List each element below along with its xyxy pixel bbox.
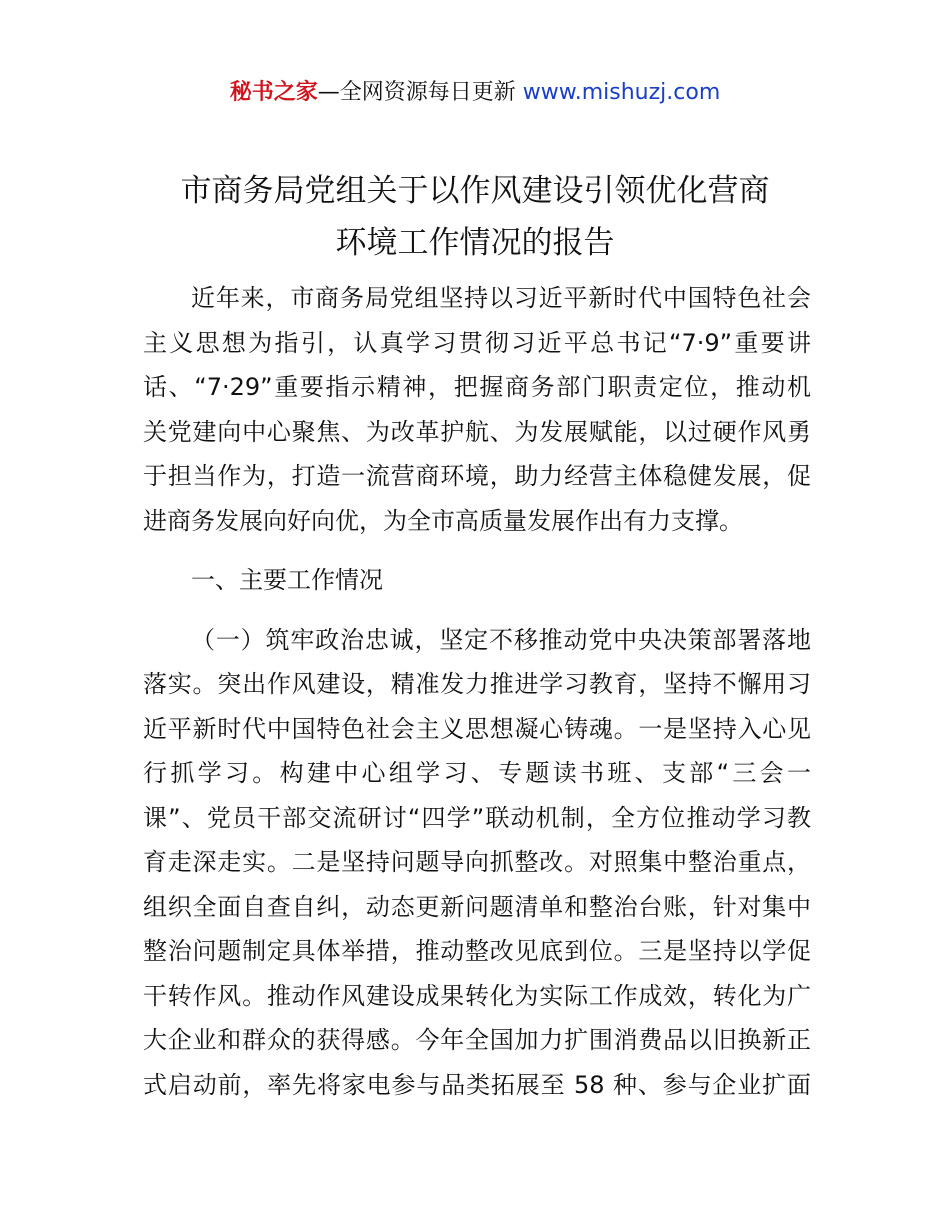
- text-line: 整治问题制定具体举措，推动整改见底到位。三是坚持以学促: [143, 937, 811, 965]
- text-line: 行抓学习。构建中心组学习、专题读书班、支部“三会一: [143, 759, 811, 787]
- text-line: 育走深走实。二是坚持问题导向抓整改。对照集中整治重点，: [143, 848, 811, 876]
- paragraph-intro: [143, 276, 811, 543]
- text-line: 近平新时代中国特色社会主义思想凝心铸魂。一是坚持入心见: [143, 714, 811, 743]
- title-line-2: 环境工作情况的报告: [335, 225, 615, 261]
- text-line: 课”、党员干部交流研讨“四学”联动机制，全方位推动学习教: [143, 803, 811, 832]
- text-line: 关党建向中心聚焦、为改革护航、为发展赋能，以过硬作风勇: [143, 417, 811, 446]
- title-line-1: 市商务局党组关于以作风建设引领优化营商: [180, 173, 770, 209]
- site-url-link[interactable]: www.mishuzj.com: [522, 80, 721, 105]
- document-title: [0, 165, 950, 269]
- site-slogan: —全网资源每日更新: [317, 80, 523, 105]
- text-line: 落实。突出作风建设，精准发力推进学习教育，坚持不懈用习: [143, 670, 811, 698]
- text-line: 组织全面自查自纠，动态更新问题清单和整治台账，针对集中: [143, 892, 811, 921]
- text-line: 大企业和群众的获得感。今年全国加力扩围消费品以旧换新正: [143, 1026, 811, 1054]
- section-heading-1: [143, 558, 811, 603]
- section-heading-text: 一、主要工作情况: [191, 566, 383, 594]
- site-brand: 秘书之家: [229, 80, 318, 105]
- text-line: 近年来，市商务局党组坚持以习近平新时代中国特色社会: [191, 284, 811, 312]
- text-line: 于担当作为，打造一流营商环境，助力经营主体稳健发展，促: [143, 462, 811, 490]
- document-body: [143, 276, 811, 1107]
- text-line: （一）筑牢政治忠诚，坚定不移推动党中央决策部署落地: [191, 625, 811, 654]
- text-line: 干转作风。推动作风建设成果转化为实际工作成效，转化为广: [143, 981, 811, 1010]
- site-header: [0, 78, 950, 108]
- text-line: 式启动前，率先将家电参与品类拓展至 58 种、参与企业扩面: [143, 1070, 811, 1099]
- paragraph-section-1-1: [143, 618, 811, 1108]
- text-line: 话、“7·29”重要指示精神，把握商务部门职责定位，推动机: [143, 373, 811, 401]
- text-line: 主义思想为指引，认真学习贯彻习近平总书记“7·9”重要讲: [143, 328, 811, 357]
- text-line: 进商务发展向好向优，为全市高质量发展作出有力支撑。: [143, 506, 743, 535]
